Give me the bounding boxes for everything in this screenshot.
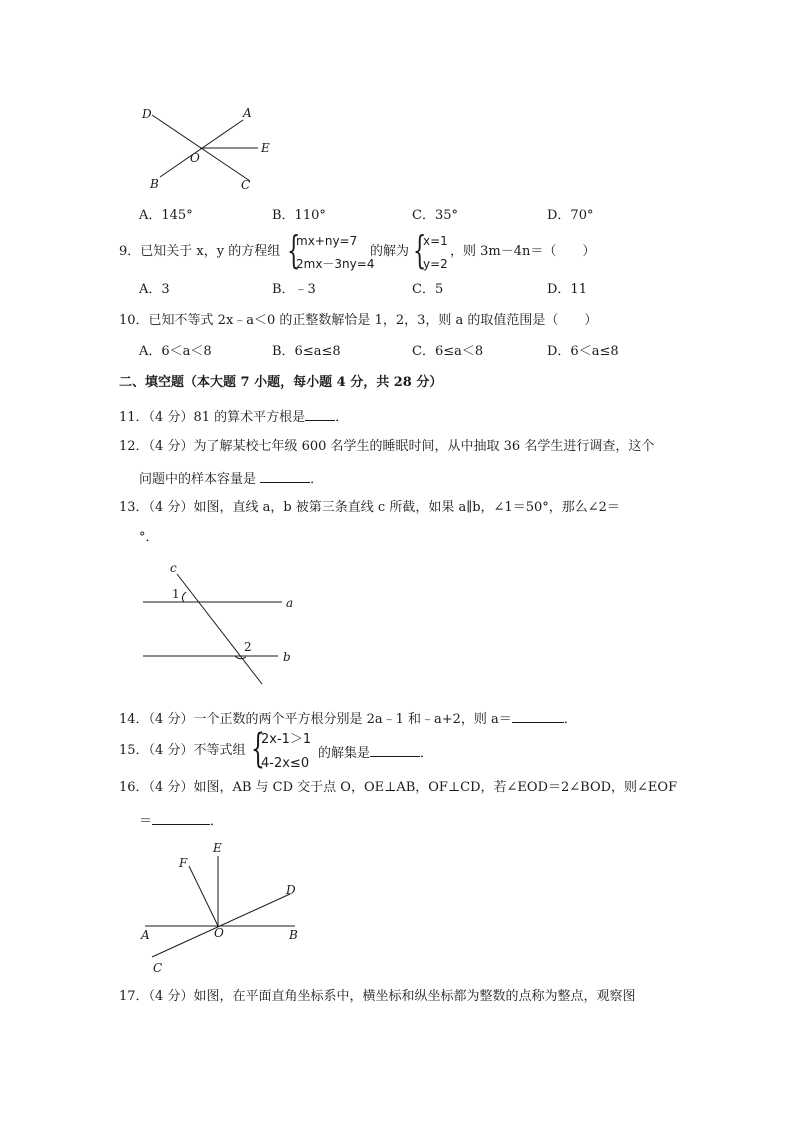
- option-b: B．6≤a≤8: [272, 344, 341, 359]
- q9-suffix: ，则 3m－4n＝（ ）: [450, 244, 596, 259]
- label-o: O: [214, 926, 224, 940]
- q9-eq1: mx+ny=7: [296, 234, 358, 248]
- q12-text: 问题中的样本容量是: [139, 472, 257, 487]
- option-d: D．70°: [547, 208, 594, 223]
- left-brace-icon: {: [251, 726, 265, 772]
- label-d: D: [286, 883, 296, 897]
- label-d: D: [142, 107, 152, 121]
- option-b: B．﹣3: [272, 282, 316, 297]
- q16-text: ＝: [139, 814, 153, 829]
- q9-mid: 的解为: [370, 244, 410, 259]
- q11-end: ．: [335, 410, 349, 425]
- option-a: A．6＜a＜8: [139, 344, 212, 359]
- question-13-line1: 13．（4 分）如图，直线 a，b 被第三条直线 c 所截，如果 a∥b，∠1＝50°，那么∠2＝: [119, 500, 620, 515]
- q9-eq2: 2mx－3ny=4: [296, 257, 375, 271]
- q9-sol2: y=2: [423, 257, 448, 271]
- label-c: C: [153, 961, 163, 975]
- q15-end: ．: [420, 746, 434, 761]
- label-2: 2: [244, 640, 252, 654]
- label-1: 1: [172, 587, 180, 601]
- label-e: E: [213, 841, 222, 855]
- label-a: A: [243, 106, 252, 120]
- q11-text: 11．（4 分）81 的算术平方根是: [119, 410, 306, 425]
- label-b: B: [150, 177, 159, 191]
- option-c: C．6≤a＜8: [412, 344, 484, 359]
- ray-of: [189, 866, 218, 926]
- option-a: A．3: [139, 282, 170, 297]
- q16-end: ．: [210, 814, 224, 829]
- question-16-line1: 16．（4 分）如图，AB 与 CD 交于点 O，OE⊥AB，OF⊥CD，若∠EOD＝2∠BOD，则∠EOF: [119, 780, 678, 795]
- q9-prefix: 9．已知关于 x，y 的方程组: [119, 244, 281, 259]
- question-13-line2: °．: [139, 530, 159, 545]
- label-a: a: [286, 596, 294, 610]
- section-2-heading: 二、填空题（本大题 7 小题，每小题 4 分，共 28 分）: [119, 375, 443, 390]
- q15-suffix: 的解集是: [318, 746, 371, 761]
- q14-text: 14．（4 分）一个正数的两个平方根分别是 2a﹣1 和﹣a+2，则 a＝: [119, 712, 512, 727]
- q15-prefix: 15．（4 分）不等式组: [119, 743, 246, 758]
- q15-ineq1: 2x-1＞1: [261, 732, 312, 747]
- label-c: C: [241, 178, 251, 192]
- left-brace-icon: {: [413, 228, 427, 272]
- label-b: B: [289, 928, 298, 942]
- option-d: D．6＜a≤8: [547, 344, 619, 359]
- label-c: c: [170, 561, 177, 575]
- q15-ineq2: 4-2x≤0: [261, 756, 310, 771]
- label-a: A: [141, 928, 150, 942]
- question-17: 17．（4 分）如图，在平面直角坐标系中，横坐标和纵坐标都为整数的点称为整点，观察图: [119, 989, 636, 1004]
- label-o: O: [190, 151, 200, 165]
- q14-end: ．: [563, 712, 577, 727]
- question-12-line1: 12．（4 分）为了解某校七年级 600 名学生的睡眠时间，从中抽取 36 名学生进行调查，这个: [119, 439, 655, 454]
- label-b: b: [283, 650, 291, 664]
- left-brace-icon: {: [287, 228, 301, 272]
- option-b: B．110°: [272, 208, 326, 223]
- label-f: F: [179, 856, 188, 870]
- option-a: A．145°: [139, 208, 193, 223]
- q9-sol1: x=1: [423, 234, 448, 248]
- question-10: 10．已知不等式 2x﹣a＜0 的正整数解恰是 1，2，3，则 a 的取值范围是（ ）: [119, 313, 598, 328]
- option-c: C．5: [412, 282, 444, 297]
- q12-end: ．: [310, 472, 324, 487]
- option-c: C．35°: [412, 208, 458, 223]
- label-e: E: [261, 141, 270, 155]
- option-d: D．11: [547, 282, 587, 297]
